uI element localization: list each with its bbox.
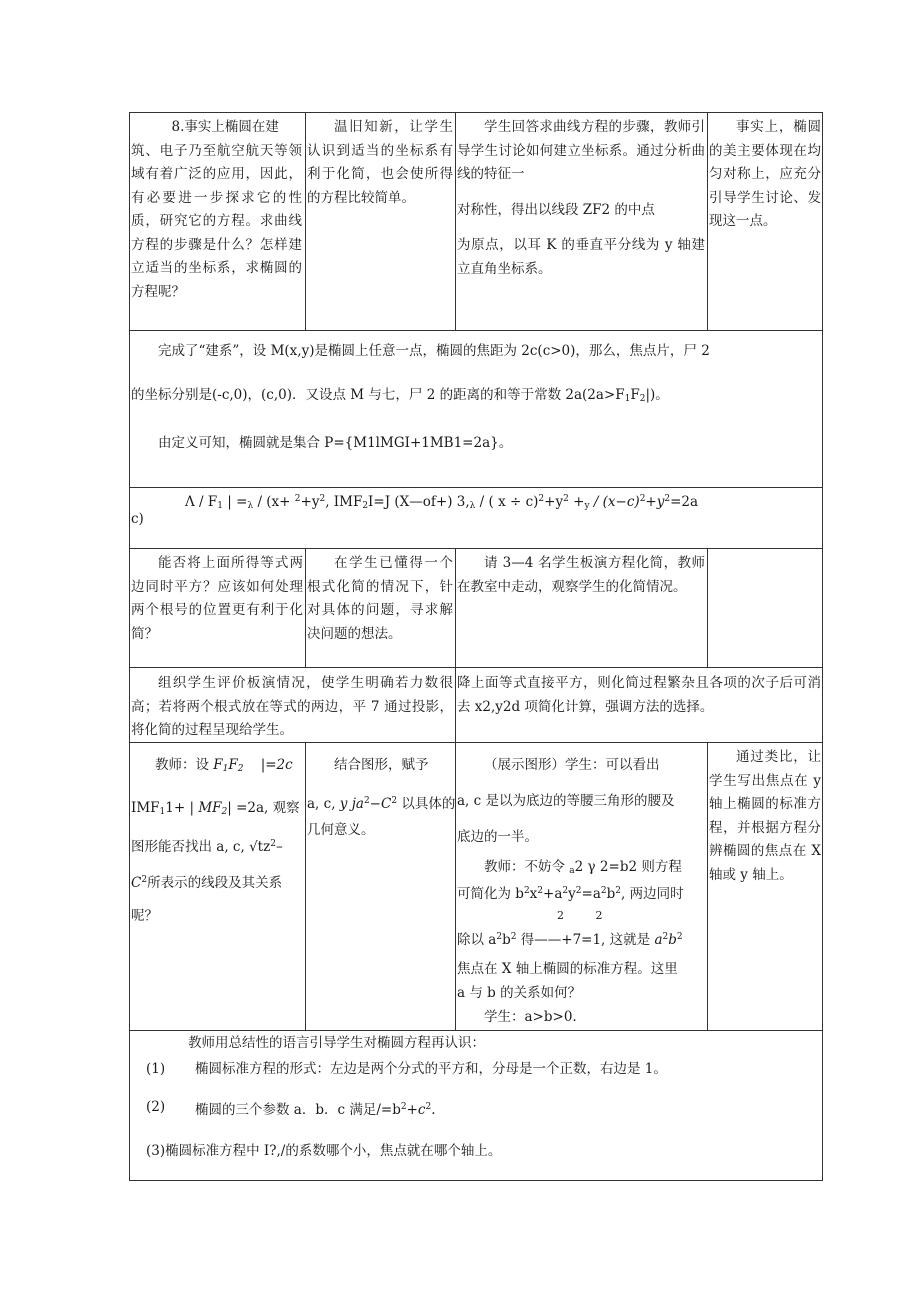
row1-col3-p1: 学生回答求曲线方程的步骤，教师引导学生讨论如何建立坐标系。通过分析曲线的特征一 [457,119,705,182]
row1-col3-p2: 对称性，得出以线段 ZF2 的中点 [457,201,655,218]
row6-col3-l5: 可简化为 $b^2x^2+a^2y^2=a^2b^2$, 两边同时 [457,886,684,902]
row7-item2-num: (2) [146,1099,166,1115]
row6-col1-l3: 图形能否找出 a, c, $√tz^2-$ [131,839,283,855]
row1-col3-p3: 为原点，以耳 K 的垂直平分线为 y 轴建立直角坐标系。 [457,237,705,277]
row6-col3-l8: a 与 b 的关系如何？ [457,985,582,1001]
row-divider [129,548,823,549]
row3-tail: c) [131,511,144,527]
row3-formula: Λ / $F_1$ | $=_\lambda / (x+ ^2+y^2$, $IMF_2I=J$ (X—of+) $3,_\lambda$ / ( $x \div c)^2+y^2 +_y / (x-c)^2+y^2=2a$ [185,494,699,511]
row7-item1: 椭圆标准方程的形式：左边是两个分式的平方和，分母是一个正数，右边是 1。 [195,1061,667,1077]
row-divider [129,667,823,668]
row1-col1-text: 筑、电子乃至航空航天等领域有着广泛的应用，因此，有必要进一步探求它的性质，研究它的方程。求曲线方程的步骤是什么？怎样建立适当的坐标系，求椭圆的方程呢？ [131,142,302,300]
row1-col3 [457,116,705,281]
row1-col2: 温旧知新，让学生认识到适当的坐标系有利于化简，也会使所得的方程比较简单。 [307,119,453,206]
col-divider [455,548,456,667]
row6-col1-l4: $C^2$所表示的线段及其关系 [131,875,283,891]
row-divider [129,1030,823,1031]
col-divider [455,112,456,330]
row7-item3: (3)椭圆标准方程中 I?,/的系数哪个小，焦点就在哪个轴上。 [146,1143,502,1159]
row6-col3-fraction-marks: 2 2 [557,909,603,922]
row7-item2: 椭圆的三个参数 a．b．c 满足$/=b^2+c^2$. [195,1102,436,1118]
col-divider [455,667,456,742]
row1-col4: 事实上，椭圆的美主要体现在均匀对称上，应充分引导学生讨论、发现这一点。 [709,119,821,229]
row6-col3-l2: a, c 是以为底边的等腰三角形的腰及 [457,793,675,809]
row2-line1: 完成了“建系”，设 M(x,y)是椭圆上任意一点，椭圆的焦距为 2c(c>0)，那么，焦点片，尸 2 [158,343,710,359]
row6-col4: 通过类比，让学生写出焦点在 y 轴上椭圆的标准方程，并根据方程分辨椭圆的焦点在 X 轴或 y 轴上。 [709,749,821,883]
row6-col2-l1: 结合图形，赋予 [334,757,429,773]
row5-right: 降上面等式直接平方，则化简过程繁杂且各项的次子后可消去 x2,y2d 项简化计算，强调方法的选择。 [457,675,821,715]
row6-col1-l5: 呢？ [131,908,158,924]
row2-line3: 由定义可知，椭圆就是集合 P={M1lMGI+1MB1=2a}。 [158,435,513,451]
row6-col3-l4: 教师：不妨令 $_a$2 γ 2=b2 则方程 [484,859,682,876]
row7-intro: 教师用总结性的语言引导学生对椭圆方程再认识： [188,1035,485,1051]
row6-col1-l2: $IMF_11+$ | $MF_2| =2a$, 观察 [131,800,300,817]
col-divider [707,112,708,330]
row6-col3-l6: 除以 $a^2b^2$ 得——+7=1, 这就是 $a^2b^2$ [457,932,683,948]
row6-col1-l1: 教师：设 $F_1F_2$ |=2c [155,757,293,774]
row6-col3-l9: 学生：a>b>0. [484,1009,577,1025]
col-divider [455,742,456,1030]
row6-col2-l2: a, c, y $ja^2-C^2$ 以具体的 [307,796,456,812]
row6-col2-l3: 几何意义。 [307,822,375,838]
col-divider [305,112,306,330]
row2-line2: 的坐标分别是(-c,0)，(c,0)．又设点 M 与七，尸 2 的距离的和等于常数 $2a(2a>F_1F_2|)$。 [131,387,669,404]
row6-col3-l7: 焦点在 X 轴上椭圆的标准方程。这里 [457,961,678,977]
row1-col1 [131,116,302,304]
row-divider [129,330,823,331]
col-divider [707,548,708,667]
row7-item1-num: (1) [146,1061,166,1077]
row1-col1-first: 8.事实上椭圆在建 [171,119,279,135]
col-divider [707,742,708,1030]
col-divider [305,548,306,667]
row4-col3: 请 3—4 名学生板演方程化简，教师在教室中走动，观察学生的化简情况。 [457,555,705,595]
row6-col3-l3: 底边的一半。 [457,829,538,845]
row6-col3-l1: （展示图形）学生：可以看出 [484,757,660,773]
row4-col1: 能否将上面所得等式两边同时平方？应该如何处理两个根号的位置更有利于化简？ [131,555,303,642]
row5-left: 组织学生评价板演情况，使学生明确若力数很高；若将两个根式放在等式的两边，平 7 通过投影，将化简的过程呈现给学生。 [131,675,453,738]
col-divider [305,742,306,1030]
row4-col2: 在学生已懂得一个根式化简的情况下，针对具体的问题，寻求解决问题的想法。 [307,555,453,642]
